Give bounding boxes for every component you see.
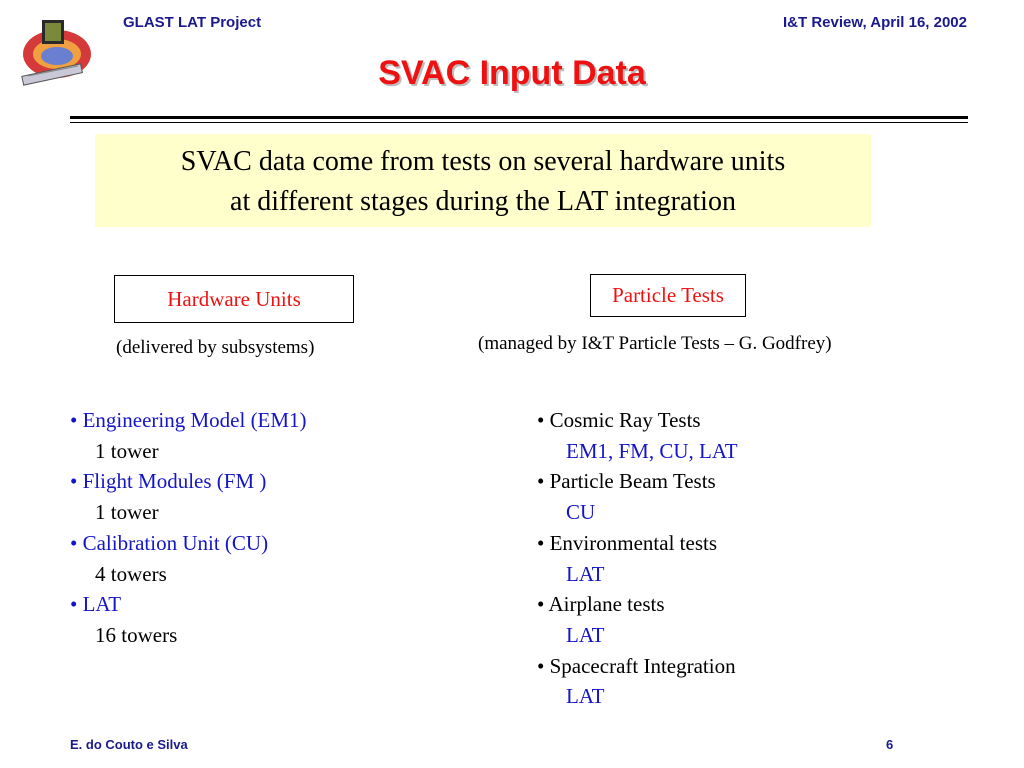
list-item-detail: EM1, FM, CU, LAT	[566, 438, 738, 463]
list-item: • Environmental tests	[537, 530, 717, 555]
title-rule-thick	[70, 116, 968, 119]
footer-author: E. do Couto e Silva	[70, 737, 188, 752]
particle-tests-box: Particle Tests	[590, 274, 746, 317]
hardware-units-list	[70, 405, 307, 651]
hardware-units-note: (delivered by subsystems)	[116, 337, 315, 358]
particle-tests-list	[537, 405, 738, 712]
title-rule-thin	[70, 122, 968, 123]
header-project: GLAST LAT Project	[123, 14, 262, 31]
particle-tests-note: (managed by I&T Particle Tests – G. Godfrey)	[478, 333, 832, 354]
callout-line-1: SVAC data come from tests on several hardware units	[180, 146, 786, 177]
list-item-detail: 4 towers	[95, 561, 167, 586]
header-review-date: I&T Review, April 16, 2002	[783, 14, 967, 31]
list-item: • Flight Modules (FM )	[70, 469, 267, 494]
list-item: • LAT	[70, 592, 122, 617]
list-item-detail: LAT	[566, 684, 605, 709]
list-item: • Cosmic Ray Tests	[537, 408, 701, 432]
slide-title: SVAC Input Data	[378, 54, 646, 92]
footer-page-number: 6	[886, 737, 894, 752]
list-item-detail: LAT	[566, 622, 605, 647]
summary-callout	[95, 134, 871, 227]
list-item: • Spacecraft Integration	[537, 653, 736, 678]
list-item: • Particle Beam Tests	[537, 469, 716, 494]
list-item-detail: CU	[566, 500, 596, 525]
hardware-units-box: Hardware Units	[114, 275, 354, 323]
list-item-detail: 1 tower	[95, 438, 159, 463]
list-item-detail: 16 towers	[95, 622, 178, 647]
list-item: • Airplane tests	[537, 592, 665, 617]
list-item: • Engineering Model (EM1)	[70, 408, 307, 432]
list-item-detail: LAT	[566, 561, 605, 586]
list-item: • Calibration Unit (CU)	[70, 530, 269, 555]
callout-line-2: at different stages during the LAT integration	[230, 186, 736, 217]
list-item-detail: 1 tower	[95, 500, 159, 525]
